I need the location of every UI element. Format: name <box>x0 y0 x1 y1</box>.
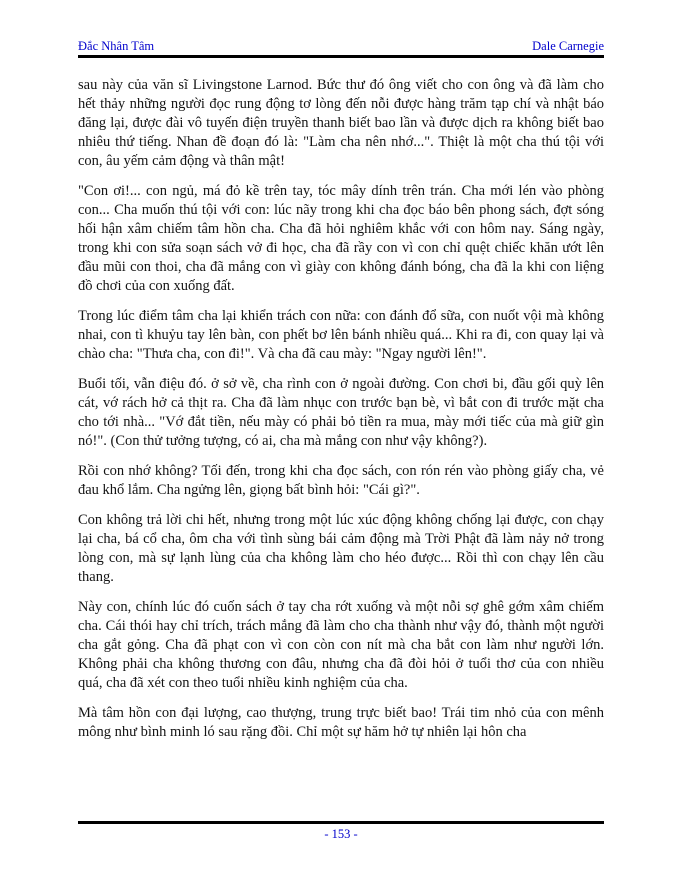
paragraph-6: Con không trả lời chi hết, nhưng trong một lúc xúc động không chống lại được, con chạy lại cha, bá cổ cha, ôm cha với tình sùng bái cảm động mà Trời Phật đã làm nảy nở trong lòng con, mà sự lạnh lùng của cha không làm cho héo được... Rồi thì con chạy lên cầu thang. <box>78 512 604 585</box>
paragraph-2: "Con ơi!... con ngủ, má đỏ kề trên tay, tóc mây dính trên trán. Cha mới lén vào phòng con... Cha muốn thú tội với con: lúc nãy trong khi cha đọc báo bên phong sách, đợt sóng hối hận xâm chiếm tâm hồn cha. Cha đã hỏi nghiêm khắc với con hôm nay. Sáng ngày, trong khi con sửa soạn sách vở đi học, cha đã rầy con vì con chỉ quệt chiếc khăn ướt lên đầu mũi con thoi, cha đã mắng con vì giày con không đánh bóng, cha đã la khi con liệng đồ chơi của con xuống đất. <box>78 183 604 294</box>
paragraph-3: Trong lúc điểm tâm cha lại khiển trách con nữa: con đánh đổ sữa, con nuốt vội mà không nhai, con tì khuỷu tay lên bàn, con phết bơ lên bánh nhiều quá... Khi ra đi, con quay lại và chào cha: "Thưa cha, con đi!". Và cha đã cau mày: "Ngay người lên!". <box>78 308 604 362</box>
header-author: Dale Carnegie <box>532 39 604 53</box>
paragraph-7: Này con, chính lúc đó cuốn sách ở tay cha rớt xuống và một nỗi sợ ghê gớm xâm chiếm cha. Cái thói hay chỉ trích, trách mắng đã làm cho cha thành như vậy đó, thành một người cha gắt gỏng. Cha đã phạt con vì con còn con nít mà cha bắt con làm như người lớn. Không phải cha không thương con đâu, nhưng cha đã đòi hỏi ở tuổi thơ của con nhiều quá, cha đã xét con theo tuổi nhiều kinh nghiệm của cha. <box>78 599 604 691</box>
page-number: - 153 - <box>324 827 358 841</box>
page-header <box>78 39 604 58</box>
paragraph-8: Mà tâm hồn con đại lượng, cao thượng, trung trực biết bao! Trái tim nhỏ của con mênh mông như bình minh ló sau rặng đồi. Chỉ một sự hăm hở tự nhiên lại hôn cha <box>78 705 604 740</box>
paragraph-1: sau này của văn sĩ Livingstone Larnod. Bức thư đó ông viết cho con ông và đã làm cho hết thảy những người đọc rung động tơ lòng đến nỗi được hàng trăm tạp chí và nhật báo đăng lại, được đài vô tuyến điện truyền thanh biết bao lần và được dịch ra không biết bao nhiêu thứ tiếng. Nhan đề đoạn đó là: "Làm cha nên nhớ...". Thiệt là một cha thú tội với con, âu yếm cảm động và thân mật! <box>78 77 604 169</box>
header-book-title: Đắc Nhân Tâm <box>78 39 155 53</box>
page-body <box>78 76 604 753</box>
page-footer <box>78 821 604 842</box>
paragraph-5: Rồi con nhớ không? Tối đến, trong khi cha đọc sách, con rón rén vào phòng giấy cha, vẻ đau khổ lắm. Cha ngửng lên, giọng bất bình hỏi: "Cái gì?". <box>78 463 604 498</box>
paragraph-4: Buổi tối, vẫn điệu đó. ở sở về, cha rình con ở ngoài đường. Con chơi bi, đầu gối quỳ lên cát, vớ rách hở cả thịt ra. Cha đã làm nhục con trước bạn bè, vì bắt con đi trước mặt cha cho tới nhà... "Vớ đắt tiền, nếu mày có phải bỏ tiền ra mua, mày mới tiếc của mà giữ gìn nó!". (Con thử tưởng tượng, có ai, cha mà mắng con như vậy không?). <box>78 376 604 449</box>
